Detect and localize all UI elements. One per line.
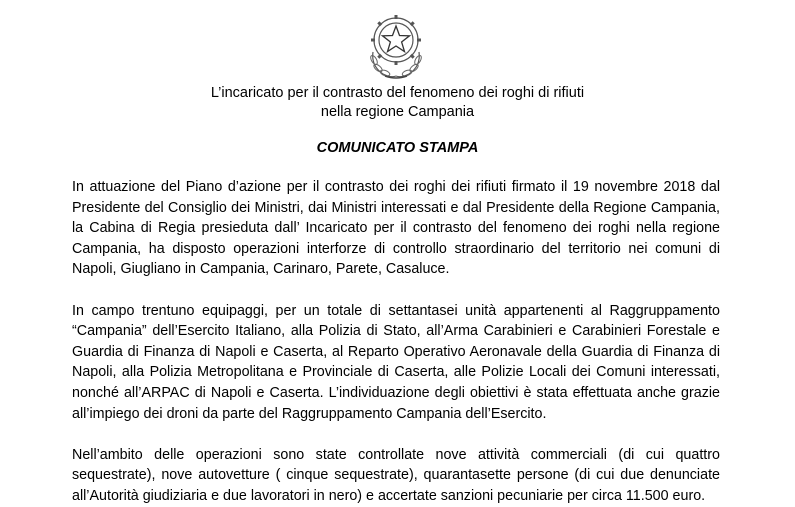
document-title: COMUNICATO STAMPA <box>316 140 479 156</box>
issuer-header <box>0 84 795 122</box>
paragraph: In campo trentuno equipaggi, per un totale di settantasei unità appartenenti al Raggruppamento “Campania” dell’Esercito Italiano, alla Polizia di Stato, all’Arma Carabinieri e Carabinieri Forestale e Guardia di Finanza di Napoli e Caserta, al Reparto Operativo Aeronavale della Guardia di Finanza di Napoli, alla Polizia Metropolitana e Provinciale di Caserta, alle Polizie Locali dei Comuni interessati, nonché all’ARPAC di Napoli e Caserta. L’individuazione degli obiettivi è stata effettuata anche grazie all’impiego dei droni da parte del Raggruppamento Campania dell’Esercito. <box>72 302 720 422</box>
issuer-header-line1: L’incaricato per il contrasto del fenomeno dei roghi di rifiuti <box>210 85 585 101</box>
italian-republic-emblem-icon <box>361 4 431 80</box>
document-body <box>72 177 720 507</box>
issuer-header-line2: nella regione Campania <box>320 104 475 120</box>
paragraph: Nell’ambito delle operazioni sono state controllate nove attività commerciali (di cui quattro sequestrate), nove autovetture ( cinque sequestrate), quarantasette persone (di cui due denunciate all’Autorità giudiziaria e due lavoratori in nero) e accertate sanzioni pecuniarie per circa 11.500 euro. <box>72 446 720 504</box>
paragraph: In attuazione del Piano d’azione per il contrasto dei roghi dei rifiuti firmato il 19 novembre 2018 dal Presidente del Consiglio dei Ministri, dai Ministri interessati e dal Presidente della Regione Campania, la Cabina di Regia presieduta dall’ Incaricato per il contrasto del fenomeno dei roghi nella regione Campania, ha disposto operazioni interforze di controllo straordinario del territorio nei comuni di Napoli, Giugliano in Campania, Carinaro, Parete, Casaluce. <box>72 179 720 278</box>
